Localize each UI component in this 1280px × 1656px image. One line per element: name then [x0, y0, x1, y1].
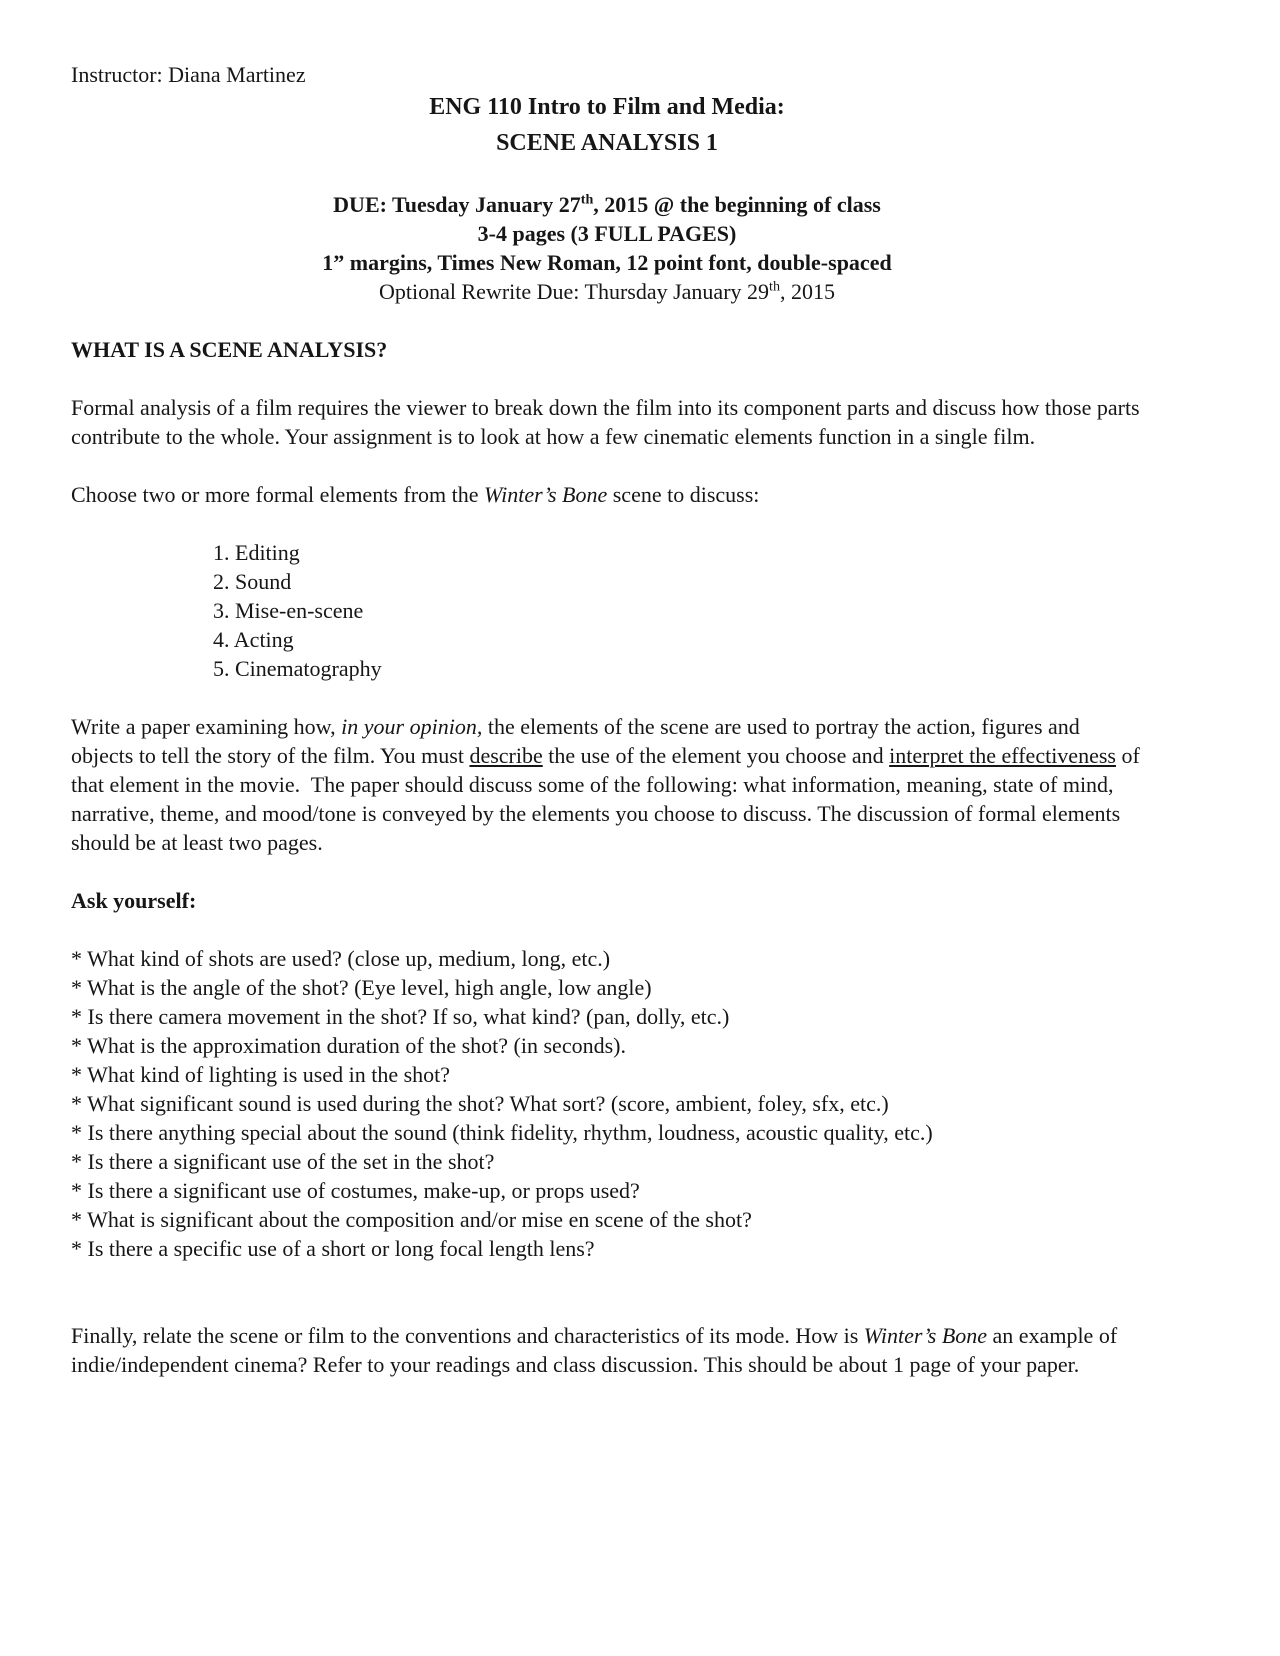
- film-title-italic: Winter’s Bone: [484, 482, 608, 507]
- course-title: ENG 110 Intro to Film and Media:: [429, 94, 785, 120]
- list-item: 3. Mise-en-scene: [213, 598, 364, 623]
- list-item: 4. Acting: [213, 627, 294, 652]
- pages-line: 3-4 pages (3 FULL PAGES): [477, 221, 737, 246]
- question-item: * Is there camera movement in the shot? If so, what kind? (pan, dolly, etc.): [71, 1004, 730, 1029]
- instructor-line: Instructor: Diana Martinez: [71, 62, 306, 87]
- question-item: * Is there a significant use of costumes, make-up, or props used?: [71, 1178, 640, 1203]
- questions-list: [71, 944, 1143, 1263]
- paragraph-formal-analysis: Formal analysis of a film requires the viewer to break down the film into its component parts and discuss how those parts contribute to the whole. Your assignment is to look at how a few cinematic elements function in a single film.: [71, 395, 1146, 449]
- underlined-run: describe: [469, 743, 543, 768]
- underlined-run: interpret the effectiveness: [889, 743, 1116, 768]
- question-item: * What kind of lighting is used in the shot?: [71, 1062, 451, 1087]
- due-text-post: , 2015 @ the beginning of class: [593, 192, 881, 217]
- text-run: an example of indie/independent cinema? Refer to your readings and class discussion. This should be about 1 page of your paper.: [71, 1323, 1123, 1377]
- film-title-italic: Winter’s Bone: [863, 1323, 988, 1348]
- list-item: 1. Editing: [213, 540, 300, 565]
- question-item: * What significant sound is used during the shot? What sort? (score, ambient, foley, sfx, etc.): [71, 1091, 889, 1116]
- choose-text-pre: Choose two or more formal elements from the: [71, 482, 485, 507]
- text-run: the elements of the scene are used to portray the action, figures and objects to tell the story of the film. You must: [71, 714, 1086, 768]
- assignment-title: SCENE ANALYSIS 1: [496, 130, 718, 156]
- section-heading-ask-yourself: Ask yourself:: [71, 888, 197, 913]
- question-item: * What kind of shots are used? (close up, medium, long, etc.): [71, 946, 611, 971]
- paragraph-write-paper: [71, 712, 1146, 857]
- question-item: * Is there anything special about the sound (think fidelity, rhythm, loudness, acoustic quality, etc.): [71, 1120, 933, 1145]
- due-text-pre: DUE: Tuesday January 27: [333, 192, 581, 217]
- text-run: Finally, relate the scene or film to the conventions and characteristics of its mode. How is: [71, 1323, 864, 1348]
- section-heading-what-is: WHAT IS A SCENE ANALYSIS?: [71, 337, 388, 362]
- choose-text-post: scene to discuss:: [607, 482, 760, 507]
- question-item: * What is significant about the composition and/or mise en scene of the shot?: [71, 1207, 752, 1232]
- format-line: 1” margins, Times New Roman, 12 point font, double-spaced: [322, 250, 892, 275]
- question-item: * Is there a specific use of a short or long focal length lens?: [71, 1236, 595, 1261]
- question-item: * What is the angle of the shot? (Eye level, high angle, low angle): [71, 975, 652, 1000]
- elements-list: [71, 538, 1143, 683]
- text-run: Write a paper examining how,: [71, 714, 342, 739]
- paragraph-finally: [71, 1321, 1143, 1379]
- list-item: 5. Cinematography: [213, 656, 382, 681]
- paragraph-choose-elements: [71, 480, 1143, 509]
- question-item: * Is there a significant use of the set in the shot?: [71, 1149, 495, 1174]
- rewrite-text-post: , 2015: [779, 279, 835, 304]
- italic-run: in your opinion,: [341, 714, 483, 739]
- rewrite-text-pre: Optional Rewrite Due: Thursday January 29: [379, 279, 770, 304]
- due-superscript: th: [580, 191, 594, 208]
- due-line: [71, 190, 1143, 219]
- question-item: * What is the approximation duration of the shot? (in seconds).: [71, 1033, 626, 1058]
- text-run: of that element in the movie. The paper should discuss some of the following: what information, meaning, state of mind, narrative, theme, and mood/tone is conveyed by the elements you choose to discuss. The discussion of formal elements should be at least two pages.: [71, 743, 1146, 855]
- text-run: the use of the element you choose and: [542, 743, 890, 768]
- rewrite-line: [71, 277, 1143, 306]
- list-item: 2. Sound: [213, 569, 292, 594]
- rewrite-superscript: th: [769, 278, 780, 295]
